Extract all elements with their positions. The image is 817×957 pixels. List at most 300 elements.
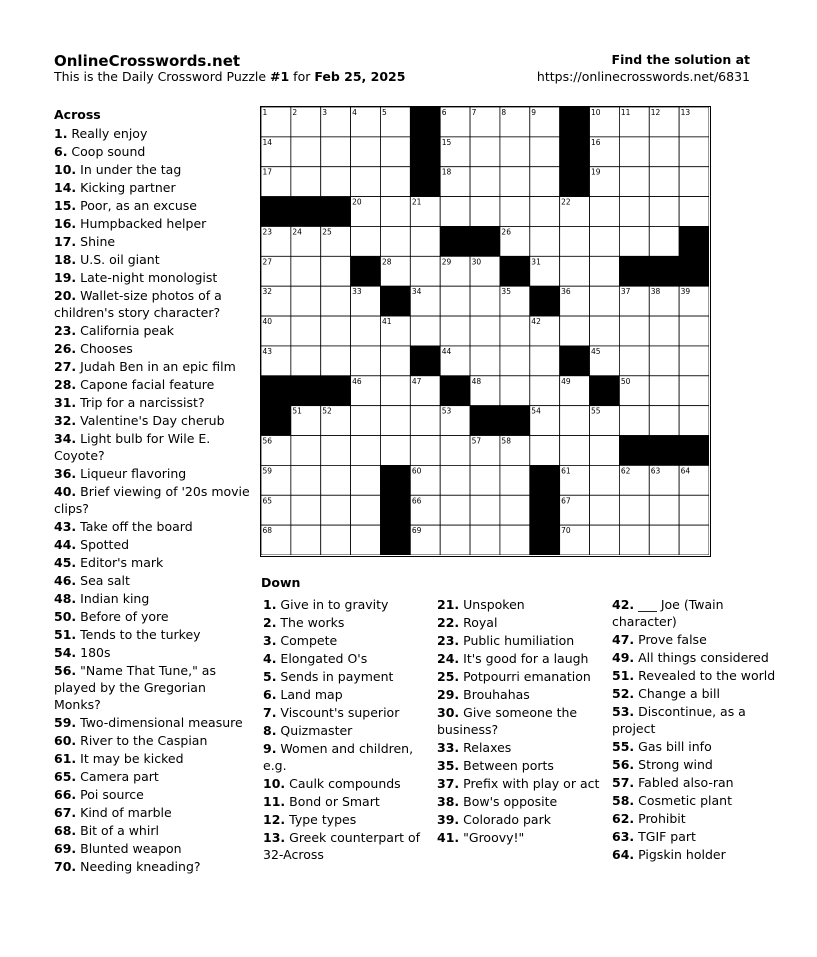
clue-number: 8. bbox=[263, 723, 277, 738]
clue-number: 48. bbox=[54, 591, 77, 606]
grid-cell[interactable] bbox=[351, 167, 381, 197]
grid-cell[interactable] bbox=[410, 316, 440, 346]
cell-number: 37 bbox=[620, 287, 631, 297]
clue-across-45[interactable] bbox=[54, 554, 254, 571]
cell-number: 29 bbox=[441, 257, 452, 267]
grid-cell[interactable] bbox=[440, 495, 470, 525]
cell-number: 53 bbox=[441, 406, 452, 416]
clue-down-37[interactable] bbox=[437, 775, 607, 792]
clue-text: Prove false bbox=[634, 632, 707, 647]
clue-text: Between ports bbox=[459, 758, 554, 773]
cell-number: 10 bbox=[591, 108, 601, 117]
grid-cell[interactable] bbox=[351, 436, 381, 466]
cell-number: 47 bbox=[411, 376, 422, 386]
grid-cell[interactable] bbox=[590, 525, 620, 555]
grid-cell[interactable] bbox=[619, 495, 649, 525]
clue-number: 57. bbox=[612, 775, 635, 790]
clue-number: 47. bbox=[612, 632, 635, 647]
grid-cell[interactable] bbox=[291, 137, 321, 167]
grid-cell[interactable] bbox=[410, 226, 440, 256]
clue-text: Spotted bbox=[76, 537, 130, 552]
clue-down-51[interactable] bbox=[612, 667, 782, 684]
grid-cell[interactable] bbox=[619, 226, 649, 256]
grid-cell[interactable] bbox=[500, 316, 530, 346]
clue-down-33[interactable] bbox=[437, 739, 607, 756]
cell-number: 70 bbox=[561, 526, 571, 536]
grid-cell[interactable] bbox=[351, 406, 381, 436]
down-clue-column-3 bbox=[612, 596, 782, 864]
grid-cell[interactable] bbox=[619, 346, 649, 376]
clue-down-13[interactable] bbox=[263, 829, 433, 863]
clue-number: 66. bbox=[54, 787, 77, 802]
grid-cell[interactable] bbox=[321, 465, 351, 495]
grid-cell[interactable] bbox=[470, 167, 500, 197]
grid-cell[interactable] bbox=[470, 465, 500, 495]
grid-cell[interactable] bbox=[291, 495, 321, 525]
grid-cell[interactable] bbox=[649, 197, 679, 227]
clue-text: Shine bbox=[76, 234, 116, 249]
grid-cell[interactable] bbox=[649, 525, 679, 555]
grid-cell[interactable] bbox=[380, 376, 410, 406]
clue-text: Liqueur flavoring bbox=[76, 466, 187, 481]
clue-down-64[interactable] bbox=[612, 846, 782, 863]
clue-down-39[interactable] bbox=[437, 811, 607, 828]
grid-cell[interactable] bbox=[679, 346, 709, 376]
grid-cell[interactable] bbox=[679, 167, 709, 197]
clue-text: Coop sound bbox=[67, 144, 146, 159]
grid-cell[interactable] bbox=[291, 436, 321, 466]
grid-cell[interactable] bbox=[380, 167, 410, 197]
grid-cell[interactable] bbox=[470, 495, 500, 525]
grid-cell[interactable] bbox=[500, 137, 530, 167]
grid-cell[interactable] bbox=[530, 346, 560, 376]
clue-text: Type types bbox=[285, 812, 357, 827]
clue-down-23[interactable] bbox=[437, 632, 607, 649]
clue-across-66[interactable] bbox=[54, 786, 254, 803]
grid-cell[interactable] bbox=[530, 376, 560, 406]
clue-number: 52. bbox=[612, 686, 635, 701]
clue-across-61[interactable] bbox=[54, 750, 254, 767]
grid-cell[interactable] bbox=[560, 316, 590, 346]
clue-across-36[interactable] bbox=[54, 465, 254, 482]
clue-text: Sea salt bbox=[76, 573, 130, 588]
cell-number: 28 bbox=[381, 257, 392, 267]
grid-cell[interactable] bbox=[291, 525, 321, 555]
clue-number: 28. bbox=[54, 377, 77, 392]
clue-down-22[interactable] bbox=[437, 614, 607, 631]
clue-number: 59. bbox=[54, 715, 77, 730]
clue-across-17[interactable] bbox=[54, 233, 254, 250]
clue-number: 51. bbox=[612, 668, 635, 683]
grid-block bbox=[619, 256, 649, 286]
grid-block bbox=[560, 137, 590, 167]
clue-down-53[interactable] bbox=[612, 703, 782, 737]
grid-cell[interactable] bbox=[679, 406, 709, 436]
grid-cell[interactable] bbox=[679, 316, 709, 346]
grid-cell[interactable] bbox=[530, 226, 560, 256]
clue-text: Fabled also-ran bbox=[634, 775, 734, 790]
cell-number: 32 bbox=[262, 287, 273, 297]
clue-number: 42. bbox=[612, 597, 635, 612]
clue-across-31[interactable] bbox=[54, 394, 254, 411]
grid-cell[interactable] bbox=[560, 436, 590, 466]
grid-cell[interactable] bbox=[470, 346, 500, 376]
clue-text: Before of yore bbox=[76, 609, 169, 624]
grid-cell[interactable] bbox=[619, 316, 649, 346]
grid-cell[interactable] bbox=[649, 137, 679, 167]
clue-number: 23. bbox=[54, 323, 77, 338]
grid-cell[interactable] bbox=[380, 137, 410, 167]
clue-down-24[interactable] bbox=[437, 650, 607, 667]
cell-number: 4 bbox=[352, 108, 357, 117]
grid-cell[interactable] bbox=[380, 436, 410, 466]
grid-cell[interactable] bbox=[500, 167, 530, 197]
clue-number: 16. bbox=[54, 216, 77, 231]
cell-number: 30 bbox=[471, 257, 482, 267]
clue-down-7[interactable] bbox=[263, 704, 433, 721]
clue-text: ___ Joe (Twain character) bbox=[612, 597, 724, 629]
cell-number: 7 bbox=[471, 108, 477, 117]
clue-down-49[interactable] bbox=[612, 649, 782, 666]
clue-text: Camera part bbox=[76, 769, 159, 784]
clue-across-69[interactable] bbox=[54, 840, 254, 857]
grid-cell[interactable] bbox=[410, 436, 440, 466]
clue-number: 60. bbox=[54, 733, 77, 748]
cell-number: 2 bbox=[292, 108, 298, 117]
clue-across-60[interactable] bbox=[54, 732, 254, 749]
cell-number: 43 bbox=[262, 346, 273, 356]
clue-down-62[interactable] bbox=[612, 810, 782, 827]
grid-cell[interactable] bbox=[321, 346, 351, 376]
clue-down-56[interactable] bbox=[612, 756, 782, 773]
clue-text: Change a bill bbox=[634, 686, 720, 701]
grid-cell[interactable] bbox=[530, 167, 560, 197]
clue-text: Needing kneading? bbox=[76, 859, 201, 874]
grid-cell[interactable] bbox=[500, 525, 530, 555]
grid-cell[interactable] bbox=[500, 346, 530, 376]
clue-number: 3. bbox=[263, 633, 277, 648]
clue-down-38[interactable] bbox=[437, 793, 607, 810]
clue-number: 26. bbox=[54, 341, 77, 356]
grid-cell[interactable] bbox=[649, 495, 679, 525]
grid-cell[interactable] bbox=[470, 525, 500, 555]
clue-across-59[interactable] bbox=[54, 714, 254, 731]
clue-text: Judah Ben in an epic film bbox=[76, 359, 236, 374]
clue-number: 23. bbox=[437, 633, 460, 648]
clue-across-51[interactable] bbox=[54, 626, 254, 643]
crossword-grid-svg[interactable] bbox=[261, 107, 709, 555]
grid-cell[interactable] bbox=[291, 286, 321, 316]
clue-down-42[interactable] bbox=[612, 596, 782, 630]
cell-number: 18 bbox=[441, 167, 452, 177]
clue-across-19[interactable] bbox=[54, 269, 254, 286]
clue-across-50[interactable] bbox=[54, 608, 254, 625]
grid-cell[interactable] bbox=[410, 256, 440, 286]
grid-cell[interactable] bbox=[590, 197, 620, 227]
grid-cell[interactable] bbox=[351, 495, 381, 525]
clue-down-30[interactable] bbox=[437, 704, 607, 738]
clue-text: U.S. oil giant bbox=[76, 252, 160, 267]
grid-cell[interactable] bbox=[619, 167, 649, 197]
clue-down-29[interactable] bbox=[437, 686, 607, 703]
clue-down-2[interactable] bbox=[263, 614, 433, 631]
grid-block bbox=[380, 495, 410, 525]
grid-cell[interactable] bbox=[470, 316, 500, 346]
grid-block bbox=[261, 197, 291, 227]
grid-cell[interactable] bbox=[351, 465, 381, 495]
cell-number: 36 bbox=[561, 287, 571, 297]
clue-number: 10. bbox=[54, 162, 77, 177]
clue-across-54[interactable] bbox=[54, 644, 254, 661]
grid-cell[interactable] bbox=[649, 167, 679, 197]
cell-number: 57 bbox=[471, 436, 482, 446]
grid-cell[interactable] bbox=[470, 197, 500, 227]
clue-number: 1. bbox=[54, 126, 68, 141]
clue-down-12[interactable] bbox=[263, 811, 433, 828]
clue-down-21[interactable] bbox=[437, 596, 607, 613]
clue-down-6[interactable] bbox=[263, 686, 433, 703]
clue-text: Women and children, e.g. bbox=[263, 741, 414, 773]
grid-cell[interactable] bbox=[351, 346, 381, 376]
grid-cell[interactable] bbox=[500, 376, 530, 406]
grid-cell[interactable] bbox=[321, 256, 351, 286]
grid-cell[interactable] bbox=[440, 197, 470, 227]
clue-across-65[interactable] bbox=[54, 768, 254, 785]
clue-number: 6. bbox=[54, 144, 68, 159]
clue-text: Gas bill info bbox=[634, 739, 712, 754]
grid-cell[interactable] bbox=[590, 316, 620, 346]
cell-number: 68 bbox=[262, 526, 273, 536]
grid-block bbox=[291, 376, 321, 406]
clue-across-40[interactable] bbox=[54, 483, 254, 517]
grid-cell[interactable] bbox=[679, 376, 709, 406]
grid-block bbox=[291, 197, 321, 227]
clue-across-27[interactable] bbox=[54, 358, 254, 375]
cell-number: 56 bbox=[262, 436, 273, 446]
grid-cell[interactable] bbox=[440, 465, 470, 495]
grid-cell[interactable] bbox=[679, 197, 709, 227]
grid-cell[interactable] bbox=[590, 495, 620, 525]
clue-down-10[interactable] bbox=[263, 775, 433, 792]
cell-number: 59 bbox=[262, 466, 273, 476]
clue-number: 65. bbox=[54, 769, 77, 784]
grid-cell[interactable] bbox=[321, 137, 351, 167]
clue-across-18[interactable] bbox=[54, 251, 254, 268]
clue-text: Greek counterpart of 32-Across bbox=[263, 830, 421, 862]
grid-cell[interactable] bbox=[470, 286, 500, 316]
grid-cell[interactable] bbox=[679, 525, 709, 555]
clue-number: 29. bbox=[437, 687, 460, 702]
grid-cell[interactable] bbox=[470, 137, 500, 167]
cell-number: 8 bbox=[501, 108, 507, 117]
clue-number: 38. bbox=[437, 794, 460, 809]
clue-down-5[interactable] bbox=[263, 668, 433, 685]
clue-text: Caulk compounds bbox=[285, 776, 401, 791]
grid-cell[interactable] bbox=[321, 167, 351, 197]
clue-down-1[interactable] bbox=[263, 596, 433, 613]
grid-cell[interactable] bbox=[321, 436, 351, 466]
grid-cell[interactable] bbox=[351, 137, 381, 167]
grid-cell[interactable] bbox=[679, 495, 709, 525]
clue-down-58[interactable] bbox=[612, 792, 782, 809]
clue-down-35[interactable] bbox=[437, 757, 607, 774]
grid-cell[interactable] bbox=[590, 436, 620, 466]
grid-cell[interactable] bbox=[291, 167, 321, 197]
grid-cell[interactable] bbox=[321, 316, 351, 346]
grid-cell[interactable] bbox=[619, 197, 649, 227]
cell-number: 15 bbox=[441, 137, 452, 147]
clue-across-44[interactable] bbox=[54, 536, 254, 553]
grid-cell[interactable] bbox=[291, 465, 321, 495]
grid-cell[interactable] bbox=[321, 525, 351, 555]
clue-across-32[interactable] bbox=[54, 412, 254, 429]
clue-number: 33. bbox=[437, 740, 460, 755]
clue-across-20[interactable] bbox=[54, 287, 254, 321]
grid-cell[interactable] bbox=[530, 197, 560, 227]
grid-block bbox=[410, 107, 440, 137]
clue-across-46[interactable] bbox=[54, 572, 254, 589]
clue-number: 21. bbox=[437, 597, 460, 612]
grid-cell[interactable] bbox=[351, 316, 381, 346]
grid-cell[interactable] bbox=[679, 137, 709, 167]
clue-across-34[interactable] bbox=[54, 430, 254, 464]
clue-number: 31. bbox=[54, 395, 77, 410]
clue-number: 6. bbox=[263, 687, 277, 702]
grid-cell[interactable] bbox=[590, 286, 620, 316]
grid-cell[interactable] bbox=[380, 346, 410, 376]
clue-number: 25. bbox=[437, 669, 460, 684]
clue-across-15[interactable] bbox=[54, 197, 254, 214]
clue-number: 7. bbox=[263, 705, 277, 720]
grid-cell[interactable] bbox=[440, 436, 470, 466]
grid-cell[interactable] bbox=[440, 525, 470, 555]
cell-number: 51 bbox=[292, 406, 302, 416]
clue-across-56[interactable] bbox=[54, 662, 254, 713]
clue-down-9[interactable] bbox=[263, 740, 433, 774]
grid-cell[interactable] bbox=[590, 256, 620, 286]
grid-cell[interactable] bbox=[380, 406, 410, 436]
grid-cell[interactable] bbox=[590, 465, 620, 495]
grid-block bbox=[380, 465, 410, 495]
crossword-grid[interactable] bbox=[260, 106, 711, 557]
grid-cell[interactable] bbox=[649, 406, 679, 436]
clue-text: All things considered bbox=[634, 650, 769, 665]
clue-down-4[interactable] bbox=[263, 650, 433, 667]
clue-down-47[interactable] bbox=[612, 631, 782, 648]
clue-text: Discontinue, as a project bbox=[612, 704, 746, 736]
grid-cell[interactable] bbox=[380, 226, 410, 256]
clue-text: River to the Caspian bbox=[76, 733, 208, 748]
clue-across-28[interactable] bbox=[54, 376, 254, 393]
clue-across-70[interactable] bbox=[54, 858, 254, 875]
grid-cell[interactable] bbox=[649, 346, 679, 376]
clue-number: 41. bbox=[437, 830, 460, 845]
grid-cell[interactable] bbox=[619, 525, 649, 555]
clue-down-11[interactable] bbox=[263, 793, 433, 810]
grid-cell[interactable] bbox=[291, 256, 321, 286]
clue-down-3[interactable] bbox=[263, 632, 433, 649]
clue-text: Poor, as an excuse bbox=[76, 198, 197, 213]
cell-number: 21 bbox=[411, 197, 422, 207]
cell-number: 62 bbox=[620, 466, 631, 476]
grid-cell[interactable] bbox=[590, 226, 620, 256]
clue-text: Public humiliation bbox=[459, 633, 575, 648]
grid-cell[interactable] bbox=[500, 495, 530, 525]
clue-down-52[interactable] bbox=[612, 685, 782, 702]
grid-cell[interactable] bbox=[291, 316, 321, 346]
grid-cell[interactable] bbox=[619, 137, 649, 167]
grid-cell[interactable] bbox=[530, 137, 560, 167]
clue-down-41[interactable] bbox=[437, 829, 607, 846]
grid-cell[interactable] bbox=[291, 346, 321, 376]
clue-across-23[interactable] bbox=[54, 322, 254, 339]
grid-cell[interactable] bbox=[560, 406, 590, 436]
clue-down-8[interactable] bbox=[263, 722, 433, 739]
clue-across-1[interactable] bbox=[54, 125, 254, 142]
grid-cell[interactable] bbox=[351, 226, 381, 256]
clue-across-10[interactable] bbox=[54, 161, 254, 178]
clue-down-57[interactable] bbox=[612, 774, 782, 791]
grid-cell[interactable] bbox=[619, 406, 649, 436]
cell-number: 42 bbox=[531, 317, 541, 327]
grid-cell[interactable] bbox=[560, 256, 590, 286]
grid-cell[interactable] bbox=[649, 376, 679, 406]
grid-cell[interactable] bbox=[321, 286, 351, 316]
grid-cell[interactable] bbox=[321, 495, 351, 525]
clue-down-63[interactable] bbox=[612, 828, 782, 845]
clue-across-6[interactable] bbox=[54, 143, 254, 160]
clue-across-14[interactable] bbox=[54, 179, 254, 196]
grid-block bbox=[530, 495, 560, 525]
clue-number: 43. bbox=[54, 519, 77, 534]
solution-label: Find the solution at bbox=[611, 52, 750, 67]
clue-text: "Groovy!" bbox=[459, 830, 525, 845]
grid-cell[interactable] bbox=[440, 286, 470, 316]
grid-cell[interactable] bbox=[560, 226, 590, 256]
grid-cell[interactable] bbox=[410, 406, 440, 436]
clue-across-48[interactable] bbox=[54, 590, 254, 607]
grid-cell[interactable] bbox=[500, 197, 530, 227]
grid-cell[interactable] bbox=[649, 316, 679, 346]
clue-down-55[interactable] bbox=[612, 738, 782, 755]
grid-cell[interactable] bbox=[500, 465, 530, 495]
clue-across-26[interactable] bbox=[54, 340, 254, 357]
clue-number: 58. bbox=[612, 793, 635, 808]
cell-number: 41 bbox=[381, 317, 392, 327]
clue-across-43[interactable] bbox=[54, 518, 254, 535]
cell-number: 23 bbox=[262, 227, 273, 237]
grid-cell[interactable] bbox=[351, 525, 381, 555]
grid-cell[interactable] bbox=[440, 316, 470, 346]
grid-cell[interactable] bbox=[649, 226, 679, 256]
cell-number: 9 bbox=[531, 108, 537, 117]
grid-cell[interactable] bbox=[530, 436, 560, 466]
clue-number: 14. bbox=[54, 180, 77, 195]
clue-text: Unspoken bbox=[459, 597, 525, 612]
clue-text: California peak bbox=[76, 323, 174, 338]
grid-cell[interactable] bbox=[380, 197, 410, 227]
solution-url[interactable]: https://onlinecrosswords.net/6831 bbox=[536, 69, 750, 84]
cell-number: 45 bbox=[591, 346, 601, 356]
cell-number: 40 bbox=[262, 317, 273, 327]
clue-across-68[interactable] bbox=[54, 822, 254, 839]
grid-block bbox=[679, 226, 709, 256]
clue-text: In under the tag bbox=[76, 162, 182, 177]
cell-number: 64 bbox=[680, 466, 691, 476]
clue-across-16[interactable] bbox=[54, 215, 254, 232]
clue-across-67[interactable] bbox=[54, 804, 254, 821]
clue-down-25[interactable] bbox=[437, 668, 607, 685]
